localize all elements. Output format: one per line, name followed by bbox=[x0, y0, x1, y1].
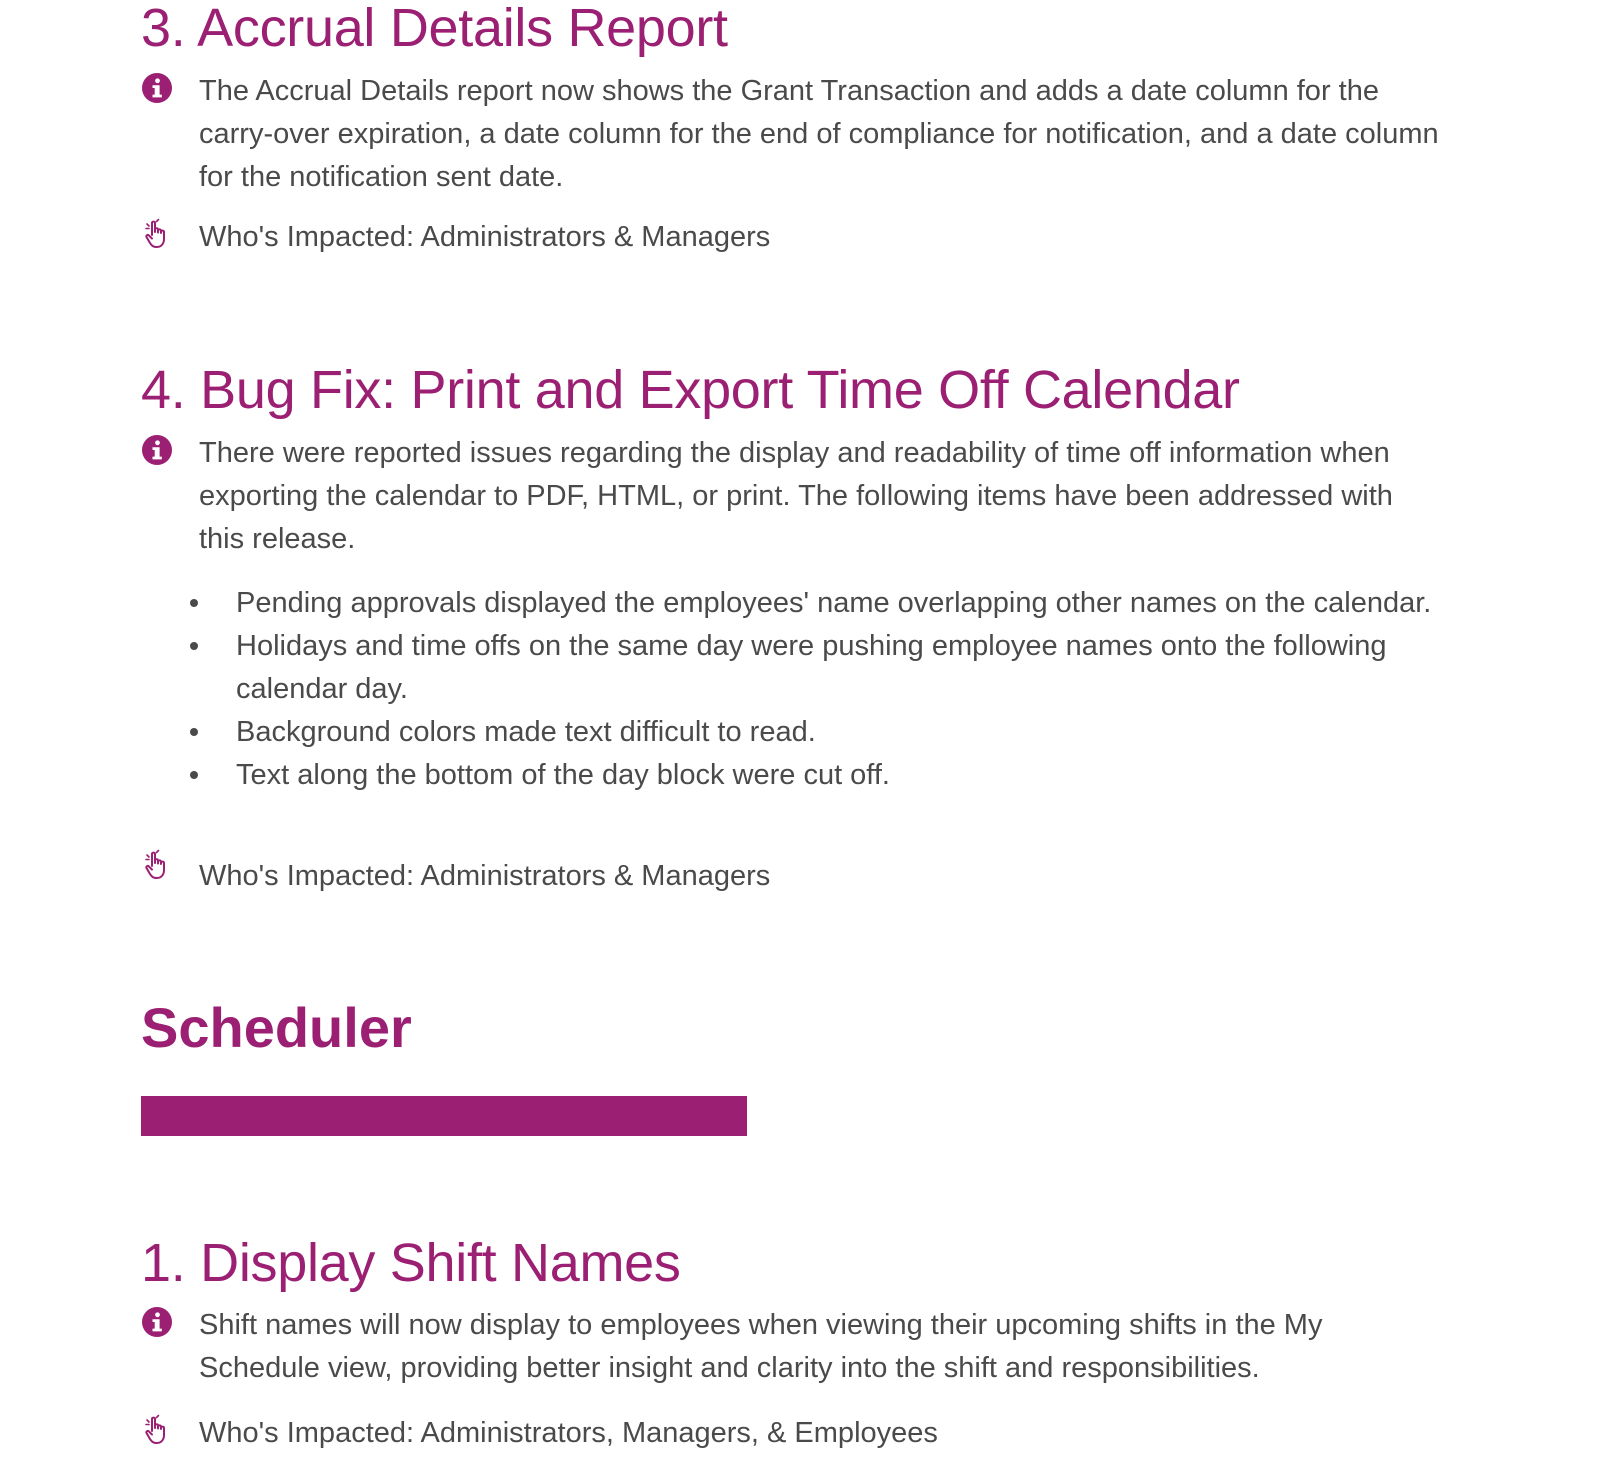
impacted-text: Who's Impacted: Administrators, Managers, & Employees bbox=[199, 1417, 938, 1449]
list-item-text: Background colors made text difficult to read. bbox=[236, 716, 816, 748]
item-heading-display-shift-names: 1. Display Shift Names bbox=[141, 1233, 681, 1293]
item-description: There were reported issues regarding the display and readability of time off information when exporting the calendar to PDF, HTML, or print. The following items have been addressed with this release. bbox=[199, 437, 1393, 555]
impacted-row bbox=[141, 855, 1441, 899]
list-item-text: Pending approvals displayed the employees' name overlapping other names on the calendar. bbox=[236, 587, 1432, 619]
item-description-row bbox=[141, 70, 1441, 200]
item-description: The Accrual Details report now shows the Grant Transaction and adds a date column for the carry-over expiration, a date column for the end of compliance for notification, and a date column for the notification sent date. bbox=[199, 75, 1439, 193]
section-title-scheduler: Scheduler bbox=[141, 996, 412, 1059]
fix-list bbox=[190, 582, 1440, 797]
item-description-row bbox=[141, 432, 1441, 562]
bullet-dot bbox=[190, 599, 198, 607]
item-description-row bbox=[141, 1304, 1441, 1394]
pointing-hand-icon bbox=[141, 1414, 173, 1446]
item-heading-bug-fix-calendar: 4. Bug Fix: Print and Export Time Off Calendar bbox=[141, 360, 1240, 420]
bullet-dot bbox=[190, 728, 198, 736]
pointing-hand-icon bbox=[141, 218, 173, 250]
item-description: Shift names will now display to employees when viewing their upcoming shifts in the My Schedule view, providing better insight and clarity into the shift and responsibilities. bbox=[199, 1309, 1323, 1384]
section-divider-bar bbox=[141, 1096, 747, 1136]
impacted-row bbox=[141, 1412, 1441, 1456]
list-item-text: Text along the bottom of the day block were cut off. bbox=[236, 759, 890, 791]
list-item-text: Holidays and time offs on the same day were pushing employee names onto the following calendar day. bbox=[236, 630, 1387, 705]
list-item bbox=[190, 711, 1440, 754]
list-item bbox=[190, 582, 1440, 625]
item-heading-accrual-details-report: 3. Accrual Details Report bbox=[141, 0, 728, 58]
impacted-text: Who's Impacted: Administrators & Managers bbox=[199, 221, 771, 253]
info-circle-icon bbox=[141, 1306, 173, 1338]
info-circle-icon bbox=[141, 72, 173, 104]
info-circle-icon bbox=[141, 434, 173, 466]
list-item bbox=[190, 625, 1440, 711]
list-item bbox=[190, 754, 1440, 797]
impacted-text: Who's Impacted: Administrators & Managers bbox=[199, 860, 771, 892]
impacted-row bbox=[141, 216, 1441, 260]
bullet-dot bbox=[190, 642, 198, 650]
pointing-hand-icon bbox=[141, 849, 173, 881]
bullet-dot bbox=[190, 771, 198, 779]
